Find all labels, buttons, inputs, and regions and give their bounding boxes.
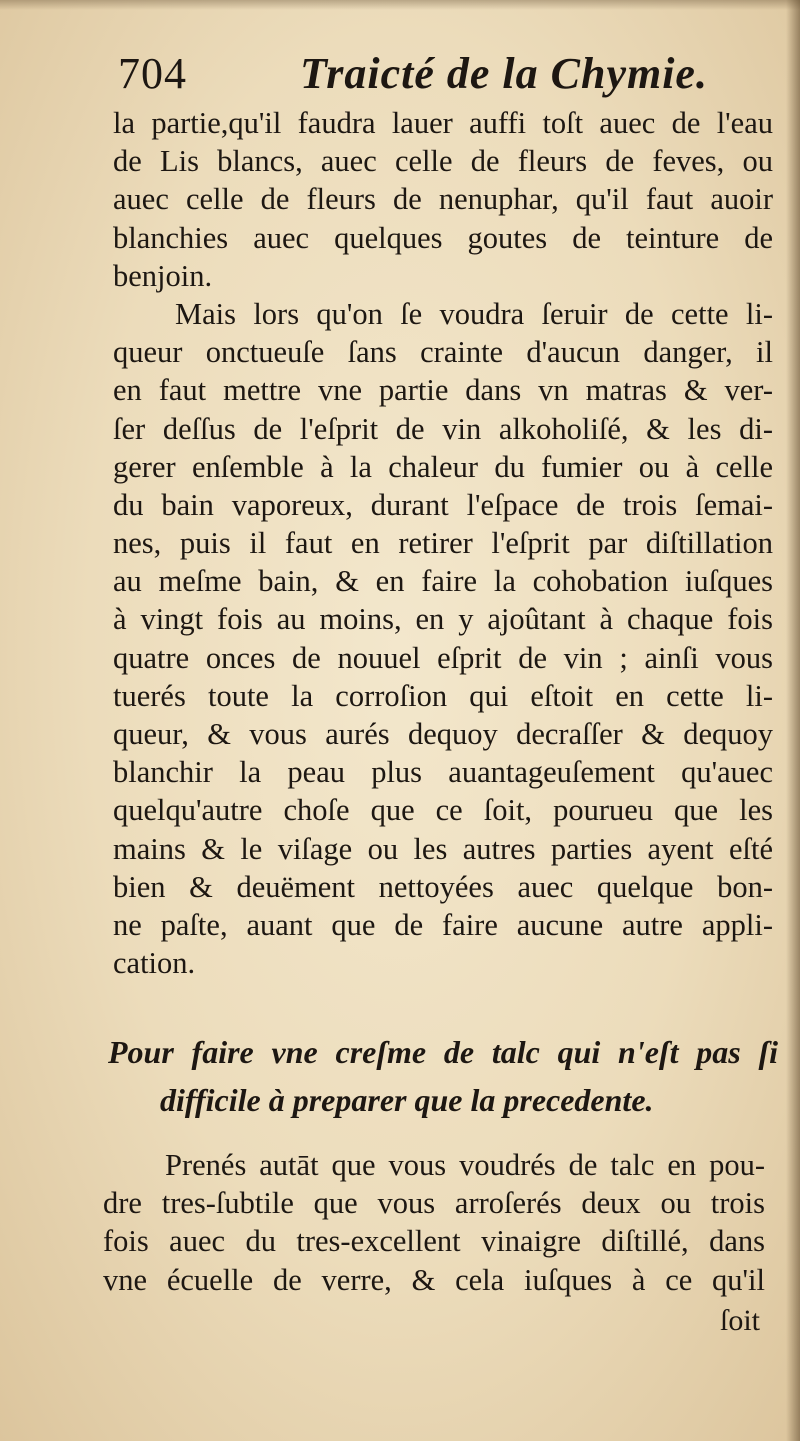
text-line: blanchir la peau plus auantageuſement qu'auec [113, 755, 773, 790]
text-line: ne paſte, auant que de faire aucune autre appli- [113, 907, 773, 942]
text-line: quelqu'autre choſe que ce ſoit, pourueu que les [113, 793, 773, 828]
section-heading [108, 1028, 778, 1124]
text-line: Mais lors qu'on ſe voudra ſeruir de cette li- [175, 296, 773, 331]
catchword: ſoit [719, 1304, 760, 1337]
main-text-block [113, 104, 773, 982]
text-line: au meſme bain, & en faire la cohobation iuſques [113, 564, 773, 599]
text-line: la partie,qu'il faudra lauer auffi toſt auec de l'eau [113, 106, 773, 140]
text-line: blanchies auec quelques goutes de teinture de [113, 220, 773, 255]
text-line: benjoin. [113, 258, 213, 293]
page-shadow-right [786, 0, 800, 1441]
heading-line: difficile à preparer que la precedente. [160, 1082, 654, 1118]
text-line: Prenés autāt que vous voudrés de talc en pou- [165, 1148, 765, 1182]
text-line: queur, & vous aurés dequoy decraſſer & dequoy [113, 717, 773, 751]
text-line: vne écuelle de verre, & cela iuſques à ce qu'il [103, 1262, 765, 1297]
text-line: quatre onces de nouuel eſprit de vin ; ainſi vous [113, 640, 773, 675]
text-line: queur onctueuſe ſans crainte d'aucun danger, il [113, 335, 773, 370]
text-line: du bain vaporeux, durant l'eſpace de trois ſemai- [113, 487, 773, 522]
text-line: auec celle de fleurs de nenuphar, qu'il faut auoir [113, 182, 773, 217]
page-header [118, 46, 718, 106]
page-shadow-top [0, 0, 800, 10]
text-line: bien & deuëment nettoyées auec quelque bon- [113, 869, 773, 904]
second-text-block [103, 1146, 765, 1299]
page-number: 704 [118, 49, 187, 98]
text-line: nes, puis il faut en retirer l'eſprit par diſtillation [113, 526, 773, 561]
text-line: de Lis blancs, auec celle de fleurs de feves, ou [113, 144, 773, 179]
text-line: cation. [113, 946, 196, 981]
text-line: ſer deſſus de l'eſprit de vin alkoholiſé, & les di- [113, 411, 773, 446]
text-line: en faut mettre vne partie dans vn matras & ver- [113, 373, 773, 408]
text-line: fois auec du tres-excellent vinaigre diſtillé, dans [103, 1224, 765, 1259]
heading-line: Pour faire vne creſme de talc qui n'eſt pas ſi [108, 1034, 778, 1070]
text-line: mains & le viſage ou les autres parties ayent eſté [113, 831, 773, 866]
text-line: à vingt fois au moins, en y ajoûtant à chaque fois [113, 602, 773, 637]
text-line: dre tres-ſubtile que vous arroſerés deux ou trois [103, 1186, 765, 1221]
text-line: gerer enſemble à la chaleur du fumier ou à celle [113, 449, 773, 484]
text-line: tuerés toute la corroſion qui eſtoit en cette li- [113, 678, 773, 713]
running-title: Traicté de la Chymie. [300, 49, 708, 98]
